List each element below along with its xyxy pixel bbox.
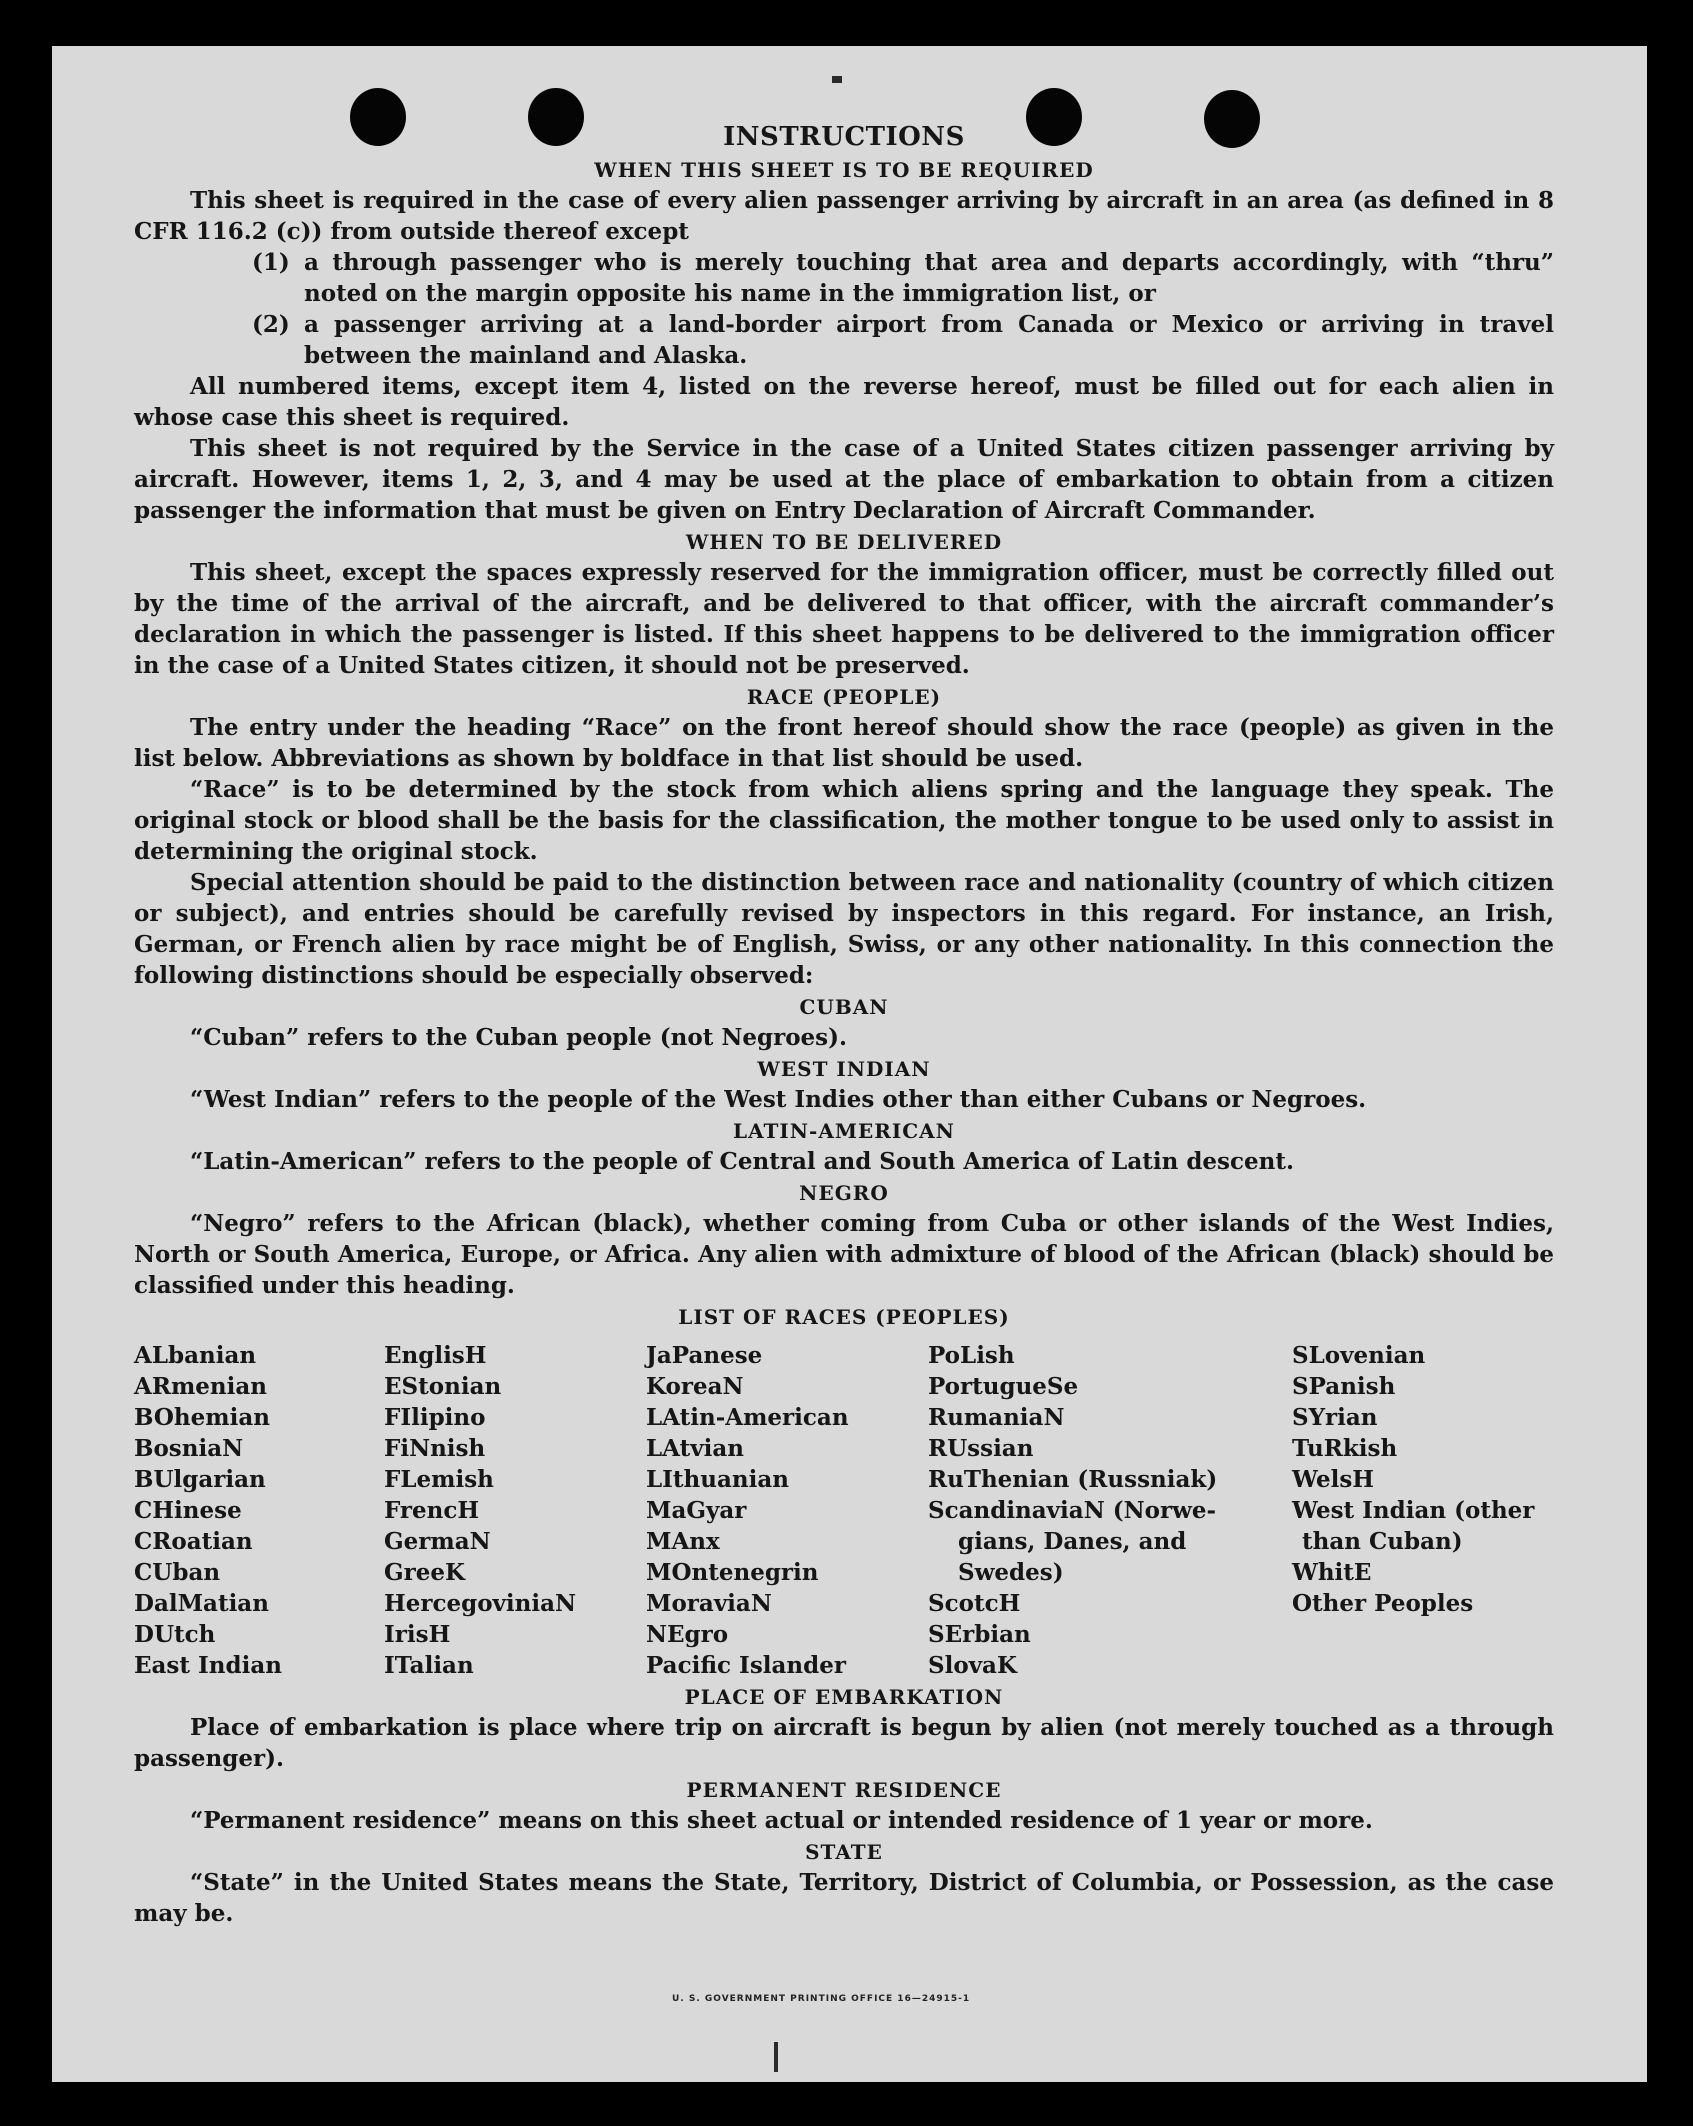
race-item: Other Peoples <box>1292 1590 1474 1617</box>
race-item: GermaN <box>384 1528 491 1555</box>
heading-negro: NEGRO <box>799 1181 889 1205</box>
race-item: LIthuanian <box>646 1466 789 1493</box>
race-item: ScandinaviaN (Norwe- <box>928 1497 1217 1524</box>
race-item: IrisH <box>384 1621 451 1648</box>
race-paragraph-1: The entry under the heading “Race” on the front hereof should show the race (people) as given in the list below. Abbreviations as shown by boldface in that list should be used. <box>134 714 1554 772</box>
item-text: a through passenger who is merely touching that area and departs accordingly, with “thru” noted on the margin opposite his name in the immigration list, or <box>304 249 1554 307</box>
races-column-5 <box>1292 1340 1554 1681</box>
race-item: TuRkish <box>1292 1435 1398 1462</box>
race-item: KoreaN <box>646 1373 744 1400</box>
race-item: CHinese <box>134 1497 242 1524</box>
race-paragraph-2: “Race” is to be determined by the stock from which aliens spring and the language they speak. The original stock or blood shall be the basis for the classification, the mother tongue to be used only to assist in determining the original stock. <box>134 776 1554 865</box>
race-item: BUlgarian <box>134 1466 266 1493</box>
race-item: EnglisH <box>384 1342 487 1369</box>
race-item: RumaniaN <box>928 1404 1065 1431</box>
negro-paragraph: “Negro” refers to the African (black), whether coming from Cuba or other islands of the West Indies, North or South America, Europe, or Africa. Any alien with admixture of blood of the African (black) should be classified under this heading. <box>134 1210 1554 1299</box>
printer-imprint: U. S. GOVERNMENT PRINTING OFFICE 16—24915-1 <box>672 1994 971 2004</box>
heading-west-indian: WEST INDIAN <box>757 1057 931 1081</box>
item-number: (2) <box>252 311 290 338</box>
race-item: FiNnish <box>384 1435 486 1462</box>
races-column-3 <box>646 1340 928 1681</box>
race-item: East Indian <box>134 1652 282 1679</box>
heading-latin-american: LATIN-AMERICAN <box>733 1119 955 1143</box>
race-item: WhitE <box>1292 1559 1372 1586</box>
required-item-1 <box>252 247 1554 309</box>
heading-race: RACE (PEOPLE) <box>746 685 942 709</box>
heading-state: STATE <box>805 1840 883 1864</box>
required-paragraph-3: This sheet is not required by the Service in the case of a United States citizen passenger arriving by aircraft. However, items 1, 2, 3, and 4 may be used at the place of embarkation to obtain from a citizen passenger the information that must be given on Entry Declaration of Aircraft Commander. <box>134 435 1554 524</box>
race-item: MoraviaN <box>646 1590 772 1617</box>
race-item: LAtin-American <box>646 1404 849 1431</box>
state-paragraph: “State” in the United States means the State, Territory, District of Columbia, or Possession, as the case may be. <box>134 1869 1554 1927</box>
race-item: SLovenian <box>1292 1342 1426 1369</box>
race-item: PoLish <box>928 1342 1015 1369</box>
heading-place-of-embarkation: PLACE OF EMBARKATION <box>684 1685 1004 1709</box>
race-item: WelsH <box>1292 1466 1375 1493</box>
race-item: FLemish <box>384 1466 494 1493</box>
race-item-continued: Swedes) <box>958 1559 1064 1586</box>
required-intro: This sheet is required in the case of every alien passenger arriving by aircraft in an area (as defined in 8 CFR 116.2 (c)) from outside thereof except <box>134 187 1554 245</box>
races-column-4 <box>928 1340 1292 1681</box>
staple-mark-icon <box>832 76 842 83</box>
race-item: HercegoviniaN <box>384 1590 577 1617</box>
race-item: PortugueSe <box>928 1373 1079 1400</box>
race-item: ALbanian <box>134 1342 257 1369</box>
race-item: West Indian (other <box>1292 1497 1535 1524</box>
page-title: INSTRUCTIONS <box>723 122 965 152</box>
race-item: SlovaK <box>928 1652 1017 1679</box>
latin-american-paragraph: “Latin-American” refers to the people of Central and South America of Latin descent. <box>190 1148 1294 1175</box>
race-item: BosniaN <box>134 1435 244 1462</box>
staple-mark-icon <box>774 2042 778 2072</box>
race-item-continued: than Cuban) <box>1302 1528 1463 1555</box>
race-item-continued: gians, Danes, and <box>958 1528 1187 1555</box>
race-item: GreeK <box>384 1559 466 1586</box>
item-number: (1) <box>252 249 290 276</box>
race-item: MOntenegrin <box>646 1559 819 1586</box>
item-text: a passenger arriving at a land-border airport from Canada or Mexico or arriving in travel between the mainland and Alaska. <box>304 311 1554 369</box>
race-item: CRoatian <box>134 1528 253 1555</box>
race-item: ITalian <box>384 1652 474 1679</box>
races-list <box>134 1340 1554 1681</box>
race-item: CUban <box>134 1559 221 1586</box>
races-column-1 <box>134 1340 384 1681</box>
race-item: BOhemian <box>134 1404 270 1431</box>
west-indian-paragraph: “West Indian” refers to the people of the West Indies other than either Cubans or Negroes. <box>190 1086 1367 1113</box>
race-item: RUssian <box>928 1435 1034 1462</box>
heading-when-required: WHEN THIS SHEET IS TO BE REQUIRED <box>594 158 1094 182</box>
race-item: ARmenian <box>134 1373 268 1400</box>
race-item: SErbian <box>928 1621 1031 1648</box>
race-item: LAtvian <box>646 1435 744 1462</box>
heading-permanent-residence: PERMANENT RESIDENCE <box>686 1778 1002 1802</box>
race-item: NEgro <box>646 1621 729 1648</box>
race-item: FIlipino <box>384 1404 486 1431</box>
instructions-content <box>134 120 1554 1929</box>
race-item: JaPanese <box>646 1342 763 1369</box>
race-item: ScotcH <box>928 1590 1021 1617</box>
embarkation-paragraph: Place of embarkation is place where trip on aircraft is begun by alien (not merely touched as a through passenger). <box>134 1714 1554 1772</box>
races-column-2 <box>384 1340 646 1681</box>
race-paragraph-3: Special attention should be paid to the distinction between race and nationality (country of which citizen or subject), and entries should be carefully revised by inspectors in this regard. For instance, an Irish, German, or French alien by race might be of English, Swiss, or any other nationality. In this connection the following distinctions should be especially observed: <box>134 869 1554 989</box>
required-item-2 <box>252 309 1554 371</box>
heading-cuban: CUBAN <box>799 995 889 1019</box>
race-item: SPanish <box>1292 1373 1396 1400</box>
race-item: EStonian <box>384 1373 502 1400</box>
race-item: SYrian <box>1292 1404 1378 1431</box>
race-item: FrencH <box>384 1497 480 1524</box>
document-sheet <box>52 46 1647 2082</box>
cuban-paragraph: “Cuban” refers to the Cuban people (not Negroes). <box>190 1024 848 1051</box>
race-item: DalMatian <box>134 1590 269 1617</box>
race-item: RuThenian (Russniak) <box>928 1466 1218 1493</box>
race-item: MaGyar <box>646 1497 747 1524</box>
required-paragraph-2: All numbered items, except item 4, listed on the reverse hereof, must be filled out for each alien in whose case this sheet is required. <box>134 373 1554 431</box>
race-item: MAnx <box>646 1528 720 1555</box>
heading-list-of-races: LIST OF RACES (PEOPLES) <box>678 1305 1010 1329</box>
residence-paragraph: “Permanent residence” means on this sheet actual or intended residence of 1 year or more. <box>190 1807 1373 1834</box>
heading-when-delivered: WHEN TO BE DELIVERED <box>685 530 1003 554</box>
race-item: Pacific Islander <box>646 1652 846 1679</box>
delivered-paragraph: This sheet, except the spaces expressly reserved for the immigration officer, must be correctly filled out by the time of the arrival of the aircraft, and be delivered to that officer, with the aircraft commander’s declaration in which the passenger is listed. If this sheet happens to be delivered to the immigration officer in the case of a United States citizen, it should not be preserved. <box>134 559 1554 679</box>
race-item: DUtch <box>134 1621 216 1648</box>
